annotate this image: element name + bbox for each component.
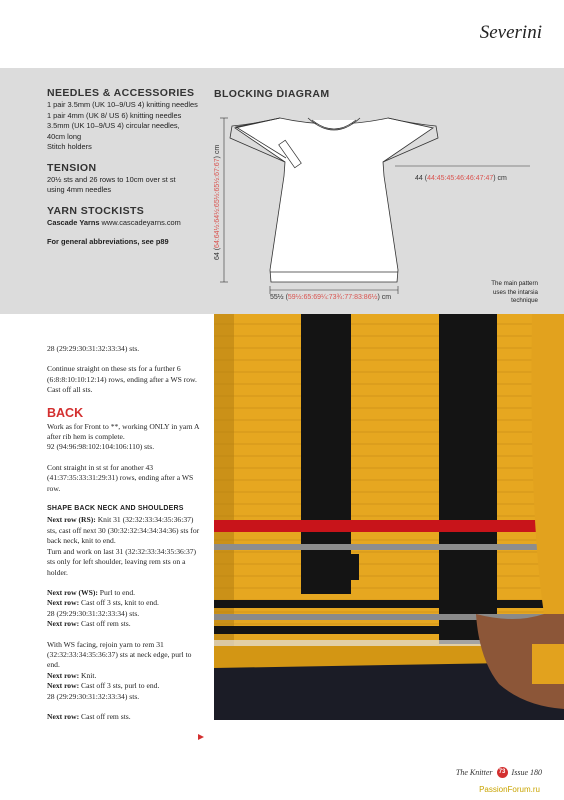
pattern-instructions	[47, 344, 203, 732]
blocking-diagram-heading: BLOCKING DIAGRAM	[214, 88, 330, 100]
needles-heading: NEEDLES & ACCESSORIES	[47, 87, 195, 99]
intarsia-note: The main pattern uses the intarsia technique	[491, 280, 538, 304]
pattern-requirements	[47, 87, 217, 248]
instruction-paragraph: With WS facing, rejoin yarn to rem 31 (32:32:33:34:35:36:37) sts at neck edge, purl to end. Next row: Knit. Next row: Cast off 3 sts, purl to end. 28 (29:29:30:31:32:33:34) sts.	[47, 639, 192, 701]
instruction-paragraph: Next row (WS): Purl to end. Next row: Cast off 3 sts, knit to end. 28 (29:29:30:31:32:33:34) sts. Next row: Cast off rem sts.	[47, 587, 159, 629]
watermark: PassionForum.ru	[479, 785, 540, 794]
tension-heading: TENSION	[47, 161, 97, 174]
yarn-url: www.cascadeyarns.com	[101, 217, 181, 227]
page-number: 73	[497, 767, 508, 778]
yarn-brand: Cascade Yarns	[47, 217, 100, 227]
needles-line: 3.5mm (UK 10–9/US 4) circular needles,	[47, 121, 180, 130]
instruction-paragraph: Next row: Cast off rem sts.	[47, 711, 131, 721]
instruction-paragraph: 28 (29:29:30:31:32:33:34) sts.	[47, 344, 140, 353]
continue-arrow-icon	[198, 734, 204, 740]
sleeve-label: 44 (44:45:45:46:46:47:47) cm	[415, 175, 507, 182]
tension-line: using 4mm needles	[47, 185, 112, 194]
sweater-outline	[235, 118, 433, 282]
shape-back-neck-heading: SHAPE BACK NECK AND SHOULDERS	[47, 505, 184, 513]
needles-line: Stitch holders	[47, 142, 92, 151]
yarn-heading: YARN STOCKISTS	[47, 204, 145, 217]
needles-line: 1 pair 4mm (UK 8/ US 6) knitting needles	[47, 110, 182, 120]
abbreviations-note: For general abbreviations, see p89	[47, 237, 169, 246]
issue-number: Issue 180	[511, 768, 542, 777]
length-label: 64 (64:64½:64½:65½:65½:67:67) cm	[214, 144, 221, 260]
yarn-stockist	[47, 218, 217, 229]
page-title: Severini	[479, 22, 542, 43]
tension-line: 20½ sts and 26 rows to 10cm over st st	[47, 174, 176, 184]
instruction-paragraph: Continue straight on these sts for a further 6 (6:8:8:10:10:12:14) rows, ending after a WS row. Cast off all sts.	[47, 364, 197, 395]
needles-line: 1 pair 3.5mm (UK 10–9/US 4) knitting needles	[47, 100, 198, 109]
needles-line: 40cm long	[47, 131, 82, 141]
instruction-paragraph: Cont straight in st st for another 43 (41:37:35:33:31:29:31) rows, ending after a WS row.	[47, 462, 194, 493]
instruction-paragraph: Next row (RS): Knit 31 (32:32:33:34:35:36:37) sts, cast off next 30 (30:32:32:34:34:34:36) sts for back neck, knit to end. Turn and work on last 31 (32:32:33:34:35:36:37) sts only for left shoulder, leaving rem sts on a holder.	[47, 515, 200, 577]
sweater-photo	[214, 314, 564, 720]
width-label: 55½ (59½:65:69¼:73¾:77:83:86½) cm	[270, 294, 392, 301]
instruction-paragraph: Work as for Front to **, working ONLY in yarn A after rib hem is complete. 92 (94:96:98:102:104:106:110) sts.	[47, 421, 200, 452]
magazine-name: The Knitter	[455, 768, 493, 777]
back-heading: BACK	[47, 405, 84, 420]
page-footer	[456, 767, 542, 778]
